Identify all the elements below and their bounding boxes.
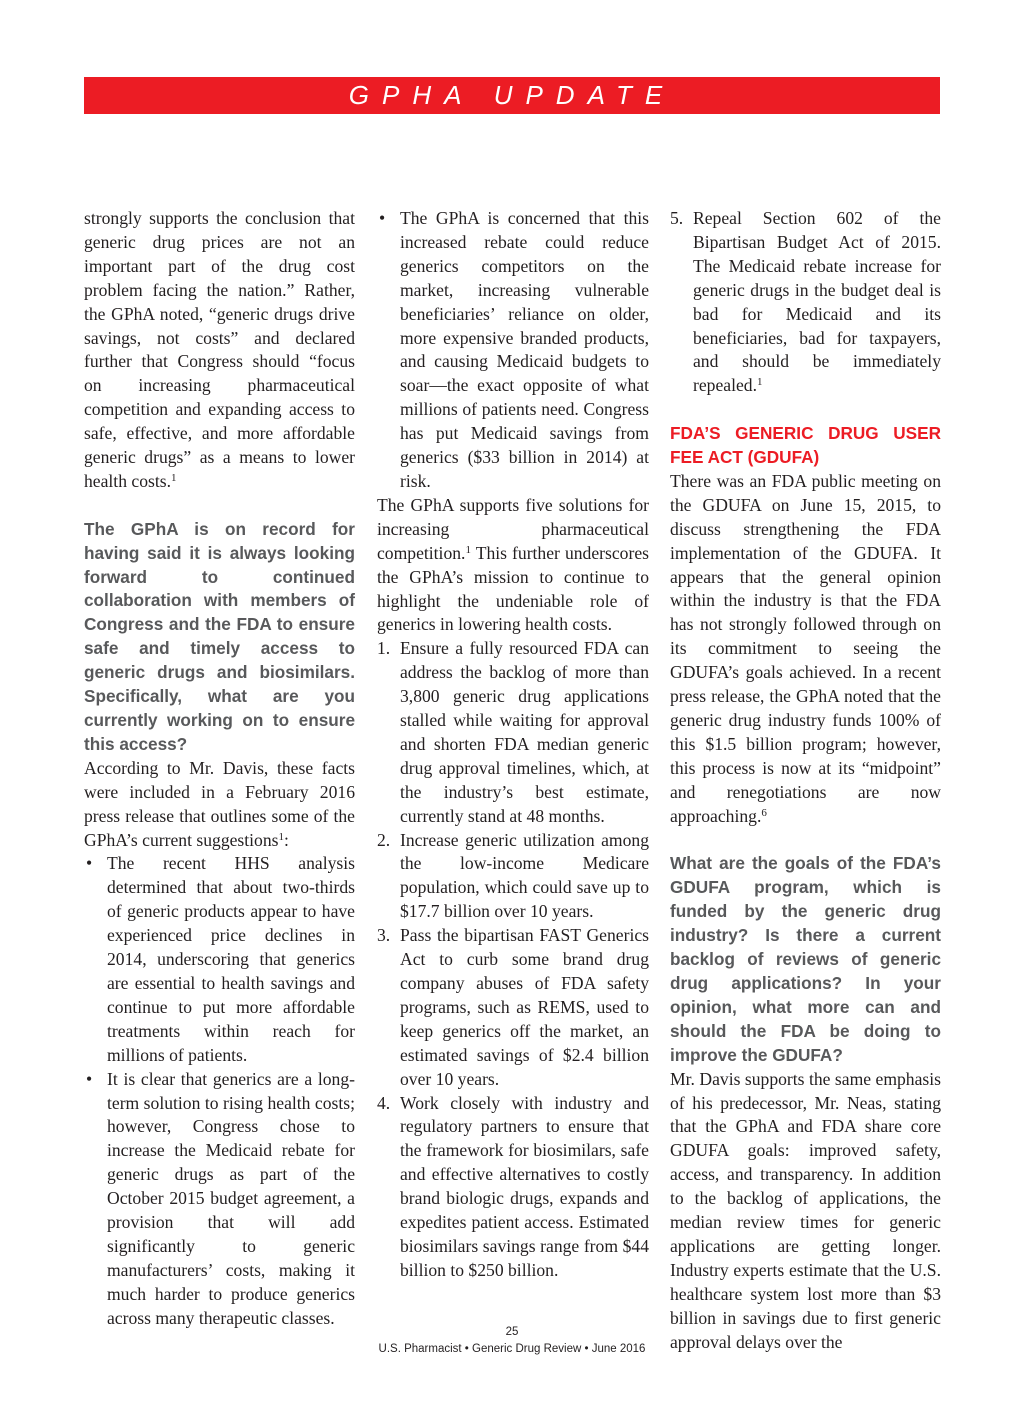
reference-mark: 1 xyxy=(170,471,177,484)
number-marker: 2. xyxy=(377,829,391,850)
list-item: 4. Work closely with industry and regulatory partners to ensure that the framework for biosimilars, safe and effective alternatives to costly brand biologic drugs, expands and expedites patient access. Estimated biosimilars savings range from $44 billion to $250 billion. xyxy=(377,1092,649,1280)
section-heading: FDA’S GENERIC DRUG USER FEE ACT (GDUFA) xyxy=(670,423,941,468)
list-item: • The GPhA is concerned that this increased rebate could reduce generics competitors on the market, increasing vulnerable beneficiaries’ reliance on older, more expensive branded products, and causing Medicaid budgets to soar—the exact opposite of what millions of patients need. Congress has put Medicaid savings from generics ($33 billion in 2014) at risk. xyxy=(379,208,649,491)
numbered-list xyxy=(377,637,649,1282)
list-item: • It is clear that generics are a long-term solution to rising health costs; however, Congress chose to increase the Medicaid rebate for generic drugs as part of the October 2015 budget agreement, a provision that will add significantly to generic manufacturers’ costs, making it much harder to produce generics across many therapeutic classes. xyxy=(86,1068,355,1328)
publication-footer: U.S. Pharmacist • Generic Drug Review • June 2016 xyxy=(378,1343,646,1355)
reference-mark: 1 xyxy=(756,376,763,389)
bullet-list xyxy=(84,852,355,1330)
column-left xyxy=(84,207,355,1331)
column-middle xyxy=(377,207,649,1283)
list-item: 2. Increase generic utilization among the low-income Medicare population, which could save up to $17.7 billion over 10 years. xyxy=(377,829,649,922)
column-right xyxy=(670,207,941,1354)
reference-mark: 6 xyxy=(761,806,767,819)
bullet-list xyxy=(377,207,649,494)
number-marker: 5. xyxy=(670,208,684,228)
list-item: 1. Ensure a fully resourced FDA can address the backlog of more than 3,800 generic drug applications stalled while waiting for approval and shorten FDA median generic drug approval timelines, which, at the industry’s best estimate, currently stand at 48 months. xyxy=(377,638,649,826)
numbered-list xyxy=(670,207,941,398)
body-paragraph: strongly supports the conclusion that generic drug prices are not an important part of the drug cost problem facing the nation.” Rather, the GPhA noted, “generic drugs drive savings, not costs” and declared further that Congress should “focus on increasing pharmaceutical competition and expanding access to safe, effective, and more affordable generic drugs” as a means to lower health costs.$^1$ xyxy=(84,208,355,491)
interview-question: The GPhA is on record for having said it is always looking forward to continued collaboration with members of Congress and the FDA to ensure safe and timely access to generic drugs and biosimilars. Specifically, what are you currently working on to ensure this access? xyxy=(84,518,355,754)
list-item: 5. Repeal Section 602 of the Bipartisan Budget Act of 2015. The Medicaid rebate increase for generic drugs in the budget deal is bad for Medicaid and its beneficiaries, bad for taxpayers, and should be immediately repealed.$^1$ xyxy=(670,208,941,396)
number-marker: 4. xyxy=(377,1092,391,1113)
body-paragraph: There was an FDA public meeting on the GDUFA on June 15, 2015, to discuss strengthening the FDA implementation of the GDUFA. It appears that the general opinion within the industry is that the FDA has not strongly followed through on its commitment to seeing the GDUFA’s goals achieved. In a recent press release, the GPhA noted that the generic drug industry funds 100% of this $1.5 billion program; however, this process is now at its “midpoint” and renegotiations are now approaching.$^6$ xyxy=(670,470,941,826)
number-marker: 1. xyxy=(377,638,391,659)
reference-mark: 1 xyxy=(465,543,471,556)
list-item: • The recent HHS analysis determined that about two-thirds of generic products appear to have experienced price declines in 2014, underscoring that generics are essential to health savings and continue to put more affordable treatments within reach for millions of patients. xyxy=(86,853,355,1065)
interview-question: What are the goals of the FDA’s GDUFA program, which is funded by the generic drug industry? Is there a current backlog of reviews of generic drug applications? In your opinion, what more can and should the FDA be doing to improve the GDUFA? xyxy=(670,853,941,1065)
body-paragraph: The GPhA supports five solutions for increasing pharmaceutical competition.$^1$ This further underscores the GPhA’s mission to continue to highlight the undeniable role of generics in lowering health costs. xyxy=(377,494,649,635)
page-number: 25 xyxy=(505,1326,519,1338)
reference-mark: 1 xyxy=(278,830,285,843)
number-marker: 3. xyxy=(377,925,391,946)
bullet-marker: • xyxy=(86,1068,93,1089)
body-paragraph: Mr. Davis supports the same emphasis of his predecessor, Mr. Neas, stating that the GPhA and FDA share core GDUFA goals: improved safety, access, and transparency. In addition to the backlog of applications, the median review times for generic applications are getting longer. Industry experts estimate that the U.S. healthcare system lost more than $3 billion in savings due to first generic approval delays over the xyxy=(670,1068,941,1352)
list-item: 3. Pass the bipartisan FAST Generics Act to curb some brand drug company abuses of FDA safety programs, such as REMS, used to keep generics off the market, an estimated savings of $2.4 billion over 10 years. xyxy=(377,925,649,1089)
bullet-marker: • xyxy=(86,853,93,874)
bullet-marker: • xyxy=(379,208,386,228)
section-banner: GPHA UPDATE xyxy=(84,77,940,114)
body-paragraph: According to Mr. Davis, these facts were included in a February 2016 press release that outlines some of the GPhA’s current suggestions$^1$: xyxy=(84,757,355,850)
